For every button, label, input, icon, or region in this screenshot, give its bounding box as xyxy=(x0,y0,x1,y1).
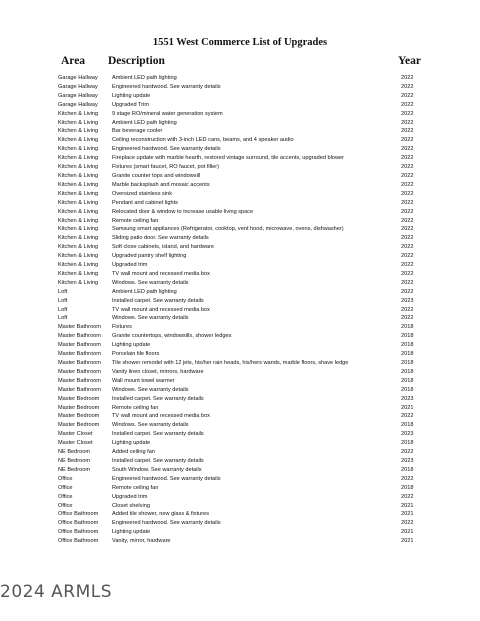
cell-year: 2018 xyxy=(401,466,414,473)
cell-description: Sliding patio door. See warranty details xyxy=(112,235,209,242)
table-row xyxy=(0,395,480,404)
cell-year: 2022 xyxy=(401,235,414,242)
cell-year: 2018 xyxy=(401,351,414,358)
cell-description: Ceiling reconstruction with 3-inch LED cans, beams, and 4 speaker audio xyxy=(112,137,294,144)
cell-year: 2021 xyxy=(401,404,414,411)
table-row xyxy=(0,448,480,457)
cell-description: Engineered hardwood. See warranty details xyxy=(112,83,221,90)
cell-area: Master Bathroom xyxy=(58,333,101,340)
table-row xyxy=(0,190,480,199)
cell-area: Master Bedroom xyxy=(58,422,100,429)
cell-area: Garage Hallway xyxy=(58,83,98,90)
cell-year: 2022 xyxy=(401,137,414,144)
cell-year: 2022 xyxy=(401,306,414,313)
cell-description: Ambient LED path lighting xyxy=(112,288,177,295)
cell-description: Engineered hardwood. See warranty details xyxy=(112,146,221,153)
table-row xyxy=(0,502,480,511)
cell-area: Kitchen & Living xyxy=(58,253,99,260)
cell-year: 2018 xyxy=(401,360,414,366)
table-row xyxy=(0,297,480,306)
cell-area: Loft xyxy=(58,315,68,322)
cell-year: 2022 xyxy=(401,83,414,90)
cell-description: Closet shelving xyxy=(112,502,150,509)
page-title: 1551 West Commerce List of Upgrades xyxy=(152,37,328,48)
table-row xyxy=(0,92,480,101)
cell-year: 2022 xyxy=(401,253,414,260)
cell-description: South Window. See warranty details xyxy=(112,466,202,473)
cell-description: Upgraded trim xyxy=(112,262,148,269)
table-row xyxy=(0,74,480,83)
cell-description: Pendant and cabinet lights xyxy=(112,199,178,206)
table-row xyxy=(0,243,480,252)
cell-year: 2022 xyxy=(401,493,414,500)
cell-description: Added ceiling fan xyxy=(112,449,155,456)
table-row xyxy=(0,136,480,145)
cell-year: 2021 xyxy=(401,511,414,518)
table-row xyxy=(0,528,480,537)
table-row xyxy=(0,359,480,368)
cell-area: Master Bedroom xyxy=(58,404,100,411)
table-row xyxy=(0,323,480,332)
table-row xyxy=(0,154,480,163)
table-row xyxy=(0,306,480,315)
cell-year: 2022 xyxy=(401,101,414,108)
table-row xyxy=(0,225,480,234)
cell-year: 2023 xyxy=(401,457,414,464)
cell-year: 2023 xyxy=(401,431,414,438)
cell-year: 2022 xyxy=(401,449,414,456)
cell-area: Office Bathroom xyxy=(58,520,99,527)
cell-area: Office xyxy=(58,475,73,482)
cell-area: Loft xyxy=(58,297,68,304)
table-row xyxy=(0,519,480,528)
cell-year: 2018 xyxy=(401,422,414,429)
cell-area: Kitchen & Living xyxy=(58,199,99,206)
cell-year: 2022 xyxy=(401,217,414,224)
cell-area: NE Bedroom xyxy=(58,466,91,473)
table-row xyxy=(0,145,480,154)
table-row xyxy=(0,439,480,448)
upgrades-table xyxy=(0,74,480,546)
cell-description: Tile shower remodel with 12 jets, his/her rain heads, his/hers wands, marble floors, shave ledge xyxy=(112,360,349,366)
cell-year: 2018 xyxy=(401,333,414,340)
cell-description: Windows. See warranty details xyxy=(112,315,189,322)
cell-area: Kitchen & Living xyxy=(58,235,99,242)
cell-description: Granite countertops, windowsills, shower ledges xyxy=(112,333,232,340)
cell-area: Kitchen & Living xyxy=(58,146,99,153)
cell-year: 2022 xyxy=(401,208,414,215)
table-row xyxy=(0,110,480,119)
watermark: 2024 ARMLS xyxy=(0,582,113,602)
cell-area: Kitchen & Living xyxy=(58,217,99,224)
cell-area: Kitchen & Living xyxy=(58,137,99,144)
table-row xyxy=(0,377,480,386)
cell-description: Oversized stainless sink xyxy=(112,190,172,197)
table-row xyxy=(0,127,480,136)
cell-description: Soft close cabinets, island, and hardware xyxy=(112,244,214,251)
cell-year: 2022 xyxy=(401,92,414,99)
table-row xyxy=(0,475,480,484)
cell-description: Windows. See warranty details xyxy=(112,422,189,429)
cell-area: Master Bathroom xyxy=(58,360,101,366)
table-row xyxy=(0,119,480,128)
cell-year: 2018 xyxy=(401,324,414,331)
cell-year: 2022 xyxy=(401,172,414,179)
cell-area: NE Bedroom xyxy=(58,457,91,464)
cell-description: Installed carpet. See warranty details xyxy=(112,457,204,464)
cell-area: Office Bathroom xyxy=(58,538,99,545)
cell-area: Garage Hallway xyxy=(58,101,98,108)
cell-area: Kitchen & Living xyxy=(58,110,99,117)
cell-description: Lighting update xyxy=(112,92,151,99)
cell-year: 2022 xyxy=(401,190,414,197)
cell-area: Kitchen & Living xyxy=(58,226,99,233)
cell-area: Master Bathroom xyxy=(58,324,101,331)
cell-description: Installed carpet. See warranty details xyxy=(112,297,204,304)
cell-description: Upgraded pantry shelf lighting xyxy=(112,253,187,260)
table-row xyxy=(0,466,480,475)
cell-description: Engineered hardwood. See warranty details xyxy=(112,475,221,482)
cell-year: 2022 xyxy=(401,413,414,420)
cell-year: 2022 xyxy=(401,128,414,135)
table-row xyxy=(0,332,480,341)
cell-area: Kitchen & Living xyxy=(58,279,99,286)
column-header-area: Area xyxy=(61,55,86,67)
cell-description: TV wall mount and recessed media box xyxy=(112,306,210,313)
cell-description: Installed carpet. See warranty details xyxy=(112,431,204,438)
cell-description: Remote ceiling fan xyxy=(112,484,159,491)
cell-year: 2022 xyxy=(401,75,414,81)
cell-year: 2022 xyxy=(401,262,414,269)
cell-description: Windows. See warranty details xyxy=(112,386,189,393)
cell-area: Master Bathroom xyxy=(58,342,101,349)
cell-description: Samsung smart appliances (Refrigerator, cooktop, vent hood, microwave, ovens, dishwasher) xyxy=(112,226,344,233)
table-row xyxy=(0,341,480,350)
cell-area: Kitchen & Living xyxy=(58,262,99,269)
table-row xyxy=(0,404,480,413)
cell-year: 2022 xyxy=(401,199,414,206)
cell-year: 2023 xyxy=(401,297,414,304)
cell-area: Master Bedroom xyxy=(58,395,100,402)
table-row xyxy=(0,430,480,439)
cell-area: Office xyxy=(58,502,73,509)
table-row xyxy=(0,234,480,243)
cell-area: Kitchen & Living xyxy=(58,172,99,179)
cell-description: Installed carpet. See warranty details xyxy=(112,395,204,402)
cell-description: Fixtures xyxy=(112,324,132,331)
table-row xyxy=(0,421,480,430)
table-row xyxy=(0,537,480,546)
table-row xyxy=(0,314,480,323)
cell-area: Kitchen & Living xyxy=(58,128,99,135)
table-row xyxy=(0,368,480,377)
cell-year: 2023 xyxy=(401,395,414,402)
cell-area: Kitchen & Living xyxy=(58,119,99,126)
cell-description: Engineered hardwood. See warranty details xyxy=(112,520,221,527)
cell-year: 2022 xyxy=(401,110,414,117)
cell-area: Office Bathroom xyxy=(58,511,99,518)
cell-area: Master Bathroom xyxy=(58,351,101,358)
table-row xyxy=(0,279,480,288)
table-row xyxy=(0,181,480,190)
table-row xyxy=(0,270,480,279)
table-row xyxy=(0,199,480,208)
cell-area: NE Bedroom xyxy=(58,449,91,456)
cell-area: Kitchen & Living xyxy=(58,208,99,215)
cell-year: 2022 xyxy=(401,315,414,322)
cell-year: 2022 xyxy=(401,119,414,126)
cell-description: Vanity linen closet, mirrors, hardware xyxy=(112,368,204,375)
cell-description: TV wall mount and recessed media box xyxy=(112,413,210,420)
cell-description: TV wall mount and recessed media box xyxy=(112,270,210,277)
table-row xyxy=(0,510,480,519)
cell-year: 2018 xyxy=(401,440,414,447)
cell-area: Kitchen & Living xyxy=(58,155,99,162)
cell-area: Office Bathroom xyxy=(58,529,99,536)
table-row xyxy=(0,172,480,181)
cell-description: Ambient LED path lighting xyxy=(112,119,177,126)
cell-description: Upgraded Trim xyxy=(112,101,149,108)
cell-description: Lighting update xyxy=(112,529,151,536)
table-row xyxy=(0,101,480,110)
cell-year: 2021 xyxy=(401,529,414,536)
cell-year: 2021 xyxy=(401,502,414,509)
cell-description: Granite counter tops and windowsill xyxy=(112,172,201,179)
cell-description: Added tile shower, new glass & fixtures xyxy=(112,511,210,518)
cell-description: Marble backsplash and mosaic accents xyxy=(112,181,210,188)
cell-year: 2022 xyxy=(401,244,414,251)
cell-year: 2021 xyxy=(401,538,414,545)
cell-year: 2022 xyxy=(401,155,414,162)
cell-description: Ambient LED path lighting xyxy=(112,75,177,81)
cell-year: 2022 xyxy=(401,270,414,277)
table-row xyxy=(0,350,480,359)
cell-description: Remote ceiling fan xyxy=(112,217,159,224)
cell-description: Fixtures (smart faucet, RO faucet, pot filler) xyxy=(112,164,219,171)
cell-description: Wall mount towel warmer xyxy=(112,377,175,384)
table-row xyxy=(0,484,480,493)
cell-year: 2022 xyxy=(401,146,414,153)
cell-description: Lighting update xyxy=(112,342,151,349)
cell-description: Porcelain tile floors xyxy=(112,351,160,358)
cell-area: Office xyxy=(58,493,73,500)
table-row xyxy=(0,457,480,466)
table-row xyxy=(0,208,480,217)
cell-description: Windows. See warranty details xyxy=(112,279,189,286)
cell-area: Master Bathroom xyxy=(58,386,101,393)
cell-description: Fireplace update with marble hearth, restored vintage surround, tile accents, upgraded blower xyxy=(112,155,344,162)
table-row xyxy=(0,493,480,502)
table-row xyxy=(0,412,480,421)
cell-description: Remote ceiling fan xyxy=(112,404,159,411)
cell-description: Upgraded trim xyxy=(112,493,148,500)
column-header-description: Description xyxy=(108,55,165,67)
cell-area: Loft xyxy=(58,306,68,313)
table-row xyxy=(0,288,480,297)
cell-area: Master Bathroom xyxy=(58,377,101,384)
cell-year: 2022 xyxy=(401,520,414,527)
cell-area: Kitchen & Living xyxy=(58,190,99,197)
table-row xyxy=(0,386,480,395)
cell-description: Lighting update xyxy=(112,440,151,447)
cell-year: 2022 xyxy=(401,164,414,171)
table-row xyxy=(0,217,480,226)
cell-year: 2022 xyxy=(401,226,414,233)
cell-area: Kitchen & Living xyxy=(58,270,99,277)
cell-year: 2018 xyxy=(401,342,414,349)
cell-area: Loft xyxy=(58,288,68,295)
cell-year: 2018 xyxy=(401,377,414,384)
cell-year: 2018 xyxy=(401,386,414,393)
cell-area: Garage Hallway xyxy=(58,75,98,81)
cell-year: 2018 xyxy=(401,484,414,491)
cell-area: Master Bedroom xyxy=(58,413,100,420)
table-row xyxy=(0,83,480,92)
cell-area: Kitchen & Living xyxy=(58,244,99,251)
cell-area: Master Closet xyxy=(58,440,93,447)
column-header-year: Year xyxy=(398,55,421,67)
cell-year: 2022 xyxy=(401,288,414,295)
cell-area: Master Closet xyxy=(58,431,93,438)
cell-area: Master Bathroom xyxy=(58,368,101,375)
table-row xyxy=(0,163,480,172)
cell-area: Garage Hallway xyxy=(58,92,98,99)
cell-description: 9 stage RO/mineral water generation system xyxy=(112,110,223,117)
cell-year: 2022 xyxy=(401,181,414,188)
table-row xyxy=(0,261,480,270)
cell-area: Office xyxy=(58,484,73,491)
cell-area: Kitchen & Living xyxy=(58,181,99,188)
cell-description: Vanity, mirror, hardware xyxy=(112,538,171,545)
cell-year: 2022 xyxy=(401,475,414,482)
cell-description: Bar beverage cooler xyxy=(112,128,163,135)
cell-year: 2022 xyxy=(401,279,414,286)
cell-description: Relocated door & window to increase usable living space xyxy=(112,208,254,215)
cell-area: Kitchen & Living xyxy=(58,164,99,171)
cell-year: 2018 xyxy=(401,368,414,375)
table-row xyxy=(0,252,480,261)
